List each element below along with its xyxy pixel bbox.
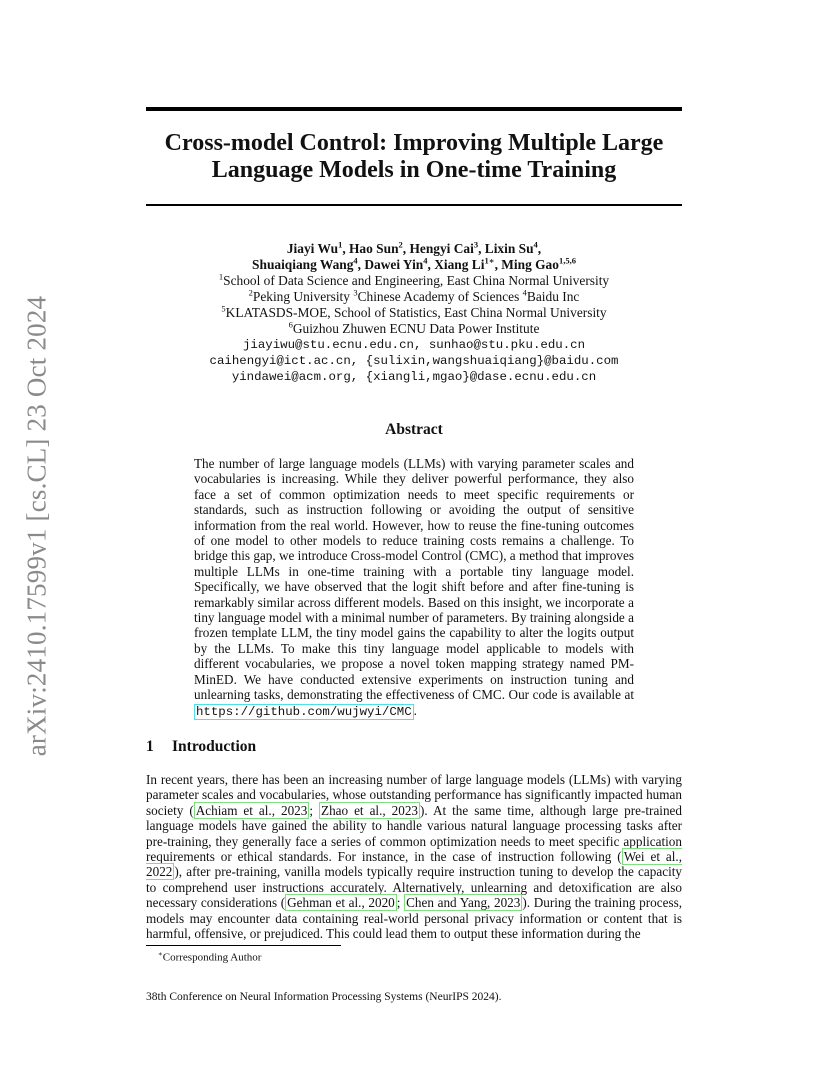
author-name: Jiayi Wu bbox=[286, 241, 339, 256]
affiliation: KLATASDS-MOE, School of Statistics, East China Normal University bbox=[225, 305, 607, 320]
author-affil-mark: 1∗ bbox=[484, 255, 495, 266]
citation-link[interactable]: Achiam et al., 2023 bbox=[195, 802, 308, 818]
email-line: yindawei@acm.org, {xiangli,mgao}@dase.ecnu.edu.cn bbox=[231, 370, 597, 384]
email-line: caihengyi@ict.ac.cn, {sulixin,wangshuaiqiang}@baidu.com bbox=[209, 354, 619, 368]
section-number: 1 bbox=[146, 738, 154, 755]
email-line: jiayiwu@stu.ecnu.edu.cn, sunhao@stu.pku.edu.cn bbox=[242, 338, 586, 352]
affiliation-line bbox=[146, 289, 682, 305]
affiliation: Chinese Academy of Sciences bbox=[357, 289, 523, 304]
footnote-mark: ∗ bbox=[158, 950, 163, 958]
intro-text: ; bbox=[396, 895, 405, 911]
affil-mark: 2 bbox=[248, 287, 253, 298]
author-name: Hao Sun bbox=[349, 241, 399, 256]
affiliation: School of Data Science and Engineering, East China Normal University bbox=[223, 273, 610, 288]
intro-text: In recent years, there has been an increasing number of large language models (LLMs) with varying parameter scales and vocabularies, whose outstanding performance has significantly impacted human society ( bbox=[146, 772, 682, 818]
affil-mark: 6 bbox=[288, 319, 293, 330]
citation-link[interactable]: Zhao et al., 2023 bbox=[321, 802, 419, 818]
author-affil-mark: 4 bbox=[533, 239, 538, 250]
code-link[interactable]: https://github.com/wujwyi/CMC bbox=[196, 704, 412, 719]
author-affil-mark: 2 bbox=[398, 239, 403, 250]
author-name: Xiang Li bbox=[434, 257, 485, 272]
author-name: Lixin Su bbox=[484, 241, 534, 256]
author-affil-mark: 4 bbox=[423, 255, 428, 266]
citation-link[interactable]: Gehman et al., 2020 bbox=[287, 895, 395, 911]
affiliation-line bbox=[146, 321, 682, 337]
abstract-text: The number of large language models (LLMs) with varying parameter scales and vocabularies is increasing. While they deliver powerful performance, they also face a set of common optimization needs to meet specific requirements or standards, such as instruction following or avoiding the output of sensitive information from the real world. However, how to reuse the fine-tuning outcomes of one model to other models to reduce training costs remains a challenge. To bridge this gap, we introduce Cross-model Control (CMC), a method that improves multiple LLMs in one-time training with a portable tiny language model. Specifically, we have observed that the logit shift before and after fine-tuning is remarkably similar across different models. Based on this insight, we incorporate a tiny language model with a minimal number of parameters. By training alongside a frozen template LLM, the tiny model gains the capability to alter the logits output by the LLMs. To make this tiny language model applicable to models with different vocabularies, we propose a novel token mapping strategy named PM-MinED. We have conducted extensive experiments on instruction tuning and unlearning tasks, demonstrating the effectiveness of CMC. Our code is available at bbox=[194, 456, 634, 703]
title-line-2: Language Models in One-time Training bbox=[211, 157, 617, 183]
abstract-body bbox=[194, 456, 634, 720]
author-name: Ming Gao bbox=[501, 257, 559, 272]
section-heading bbox=[146, 738, 256, 756]
author-affil-mark: 1,5,6 bbox=[558, 255, 576, 266]
affiliation: Baidu Inc bbox=[526, 289, 580, 304]
footnote-rule bbox=[146, 945, 341, 946]
paper-title bbox=[146, 130, 682, 184]
affil-mark: 4 bbox=[522, 287, 527, 298]
intro-text: ), after pre-training, vanilla models typically require instruction tuning to develop the capacity to comprehend user instructions accurately. Alternatively, unlearning and detoxification are also necessary considerations ( bbox=[146, 864, 682, 911]
affil-mark: 1 bbox=[218, 271, 224, 282]
author-name: Dawei Yin bbox=[364, 257, 424, 272]
abstract-heading: Abstract bbox=[385, 421, 443, 438]
venue-footer: 38th Conference on Neural Information Processing Systems (NeurIPS 2024). bbox=[146, 991, 502, 1003]
affiliation: Peking University bbox=[252, 289, 354, 304]
intro-text: ). At the same time, although large pre-trained language models have gained the ability to handle various natural language processing tasks after pre-training, they generally face a series of common optimization needs to meet specific application requirements or ethical standards. For instance, in the case of instruction following ( bbox=[146, 802, 683, 865]
introduction-body bbox=[146, 772, 682, 941]
citation-link[interactable]: Chen and Yang, 2023 bbox=[406, 895, 521, 911]
author-list: Jiayi Wu$^1$, Hao Sun$^2$, Hengyi Cai$^3$, Lixin Su$^4$, Shuaiqiang Wang$^4$, Dawei Yin$^4$, Xiang $Li^{1∗}$, Ming Gao$^{1,5,6}$ bbox=[252, 239, 576, 272]
title-top-rule bbox=[146, 107, 682, 111]
abstract-end: . bbox=[413, 702, 417, 718]
intro-text: ; bbox=[309, 802, 320, 818]
author-block bbox=[146, 241, 682, 385]
author-affil-mark: 1 bbox=[338, 239, 343, 250]
footnote-text: Corresponding Author bbox=[162, 951, 262, 964]
author-name: Shuaiqiang Wang bbox=[252, 257, 354, 272]
section-title: Introduction bbox=[172, 738, 257, 755]
affiliation-line bbox=[146, 273, 682, 289]
citation-link[interactable]: Wei et al., 2022 bbox=[146, 849, 682, 880]
affil-mark: 5 bbox=[221, 303, 226, 314]
author-affil-mark: 4 bbox=[353, 255, 358, 266]
affiliation: Guizhou Zhuwen ECNU Data Power Institute bbox=[292, 321, 540, 336]
title-bottom-rule bbox=[146, 204, 682, 206]
footnote bbox=[158, 950, 261, 964]
title-line-1: Cross-model Control: Improving Multiple Large bbox=[164, 130, 664, 156]
affiliation-line bbox=[146, 305, 682, 321]
arxiv-sidebar-stamp: arXiv:2410.17599v1 [cs.CL] 23 Oct 2024 bbox=[21, 295, 52, 757]
author-affil-mark: 3 bbox=[473, 239, 479, 250]
author-name: Hengyi Cai bbox=[409, 241, 474, 256]
intro-text: ). During the training process, models may encounter data containing real-world personal privacy information or content that is harmful, offensive, or prejudiced. This could lead them to output these information during the bbox=[146, 895, 683, 942]
affil-mark: 3 bbox=[353, 287, 358, 298]
